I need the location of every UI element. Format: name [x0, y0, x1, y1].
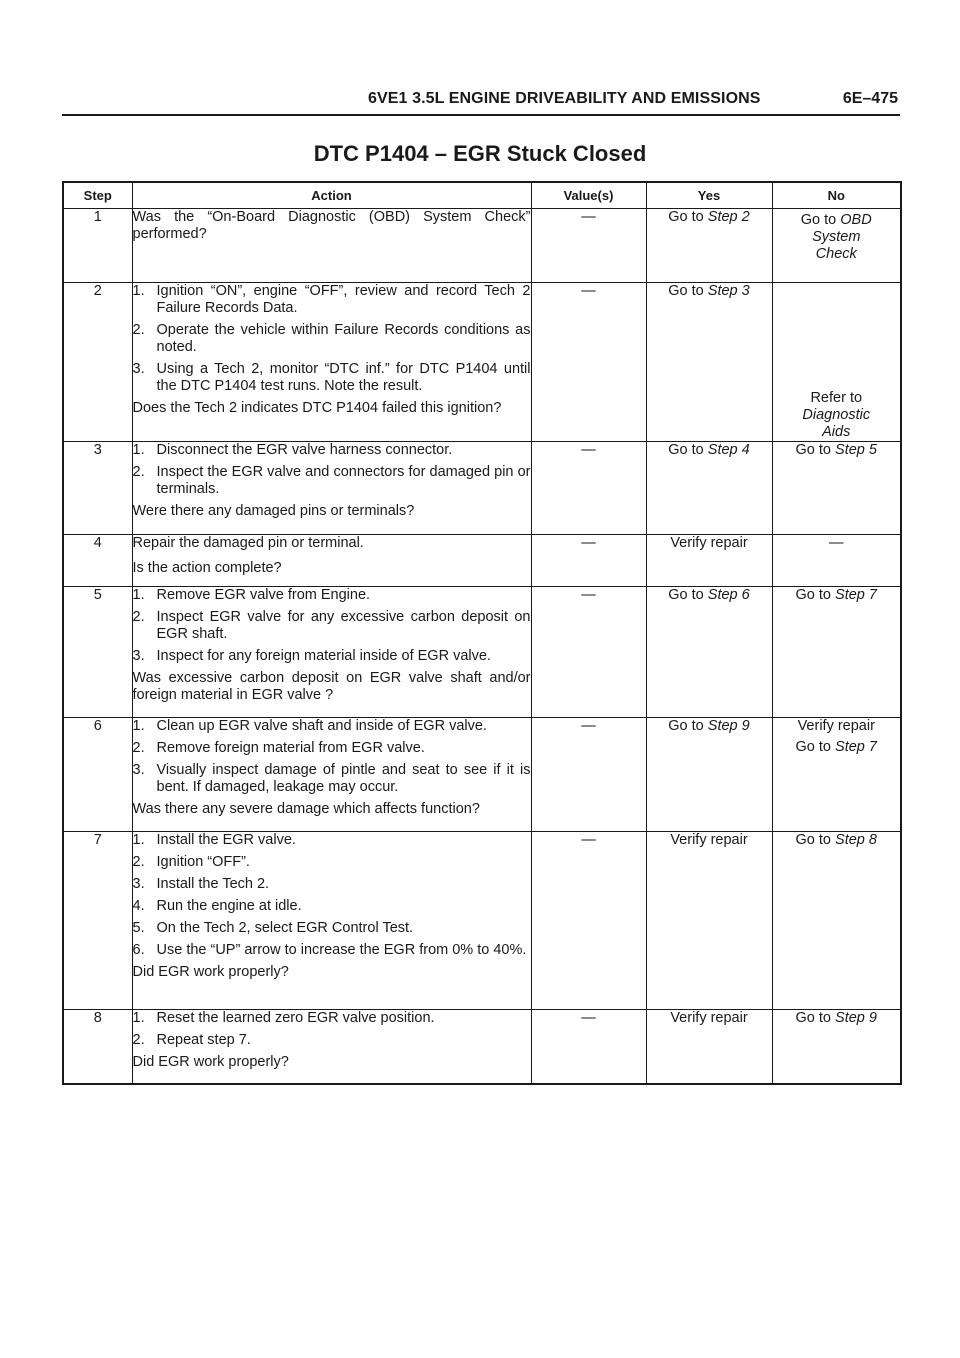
yes-cell: [646, 535, 772, 587]
outcome-text: —: [829, 535, 844, 551]
action-item: [133, 898, 531, 915]
step-number: 4: [63, 535, 132, 587]
yes-cell: [646, 442, 772, 535]
action-item-number: 3.: [132, 361, 145, 377]
step-number: 1: [63, 209, 132, 283]
step-reference: Step 5: [835, 442, 877, 458]
column-header-action: Action: [132, 182, 531, 209]
outcome-text: Refer to: [810, 390, 863, 406]
action-cell: [132, 718, 531, 832]
step-reference: OBD: [840, 212, 872, 228]
table-row: [63, 283, 901, 442]
action-item-number: 6.: [132, 942, 145, 958]
column-header-values: Value(s): [531, 182, 646, 209]
no-cell: [772, 587, 901, 718]
outcome-text: Go to: [795, 739, 836, 755]
yes-cell: [646, 832, 772, 1010]
action-item-number: 3.: [132, 648, 145, 664]
yes-cell: [646, 283, 772, 442]
outcome-text: Go to: [795, 587, 836, 603]
action-item-number: 2.: [132, 854, 145, 870]
step-reference: Check: [815, 246, 857, 262]
action-cell: [132, 832, 531, 1010]
action-item-text: Inspect EGR valve for any excessive carbon deposit on EGR shaft.: [156, 609, 531, 642]
action-item-number: 2.: [132, 740, 145, 756]
outcome-text: Verify repair: [670, 535, 748, 551]
action-item-number: 1.: [132, 442, 145, 458]
table-row: [63, 209, 901, 283]
no-cell: [772, 209, 901, 283]
action-question: Is the action complete?: [132, 560, 282, 576]
action-item-text: Inspect the EGR valve and connectors for damaged pin or terminals.: [156, 464, 531, 497]
outcome-text: Go to: [795, 1010, 836, 1026]
action-item-number: 4.: [132, 898, 145, 914]
action-item-number: 1.: [132, 283, 145, 299]
action-item-number: 3.: [132, 762, 145, 778]
no-cell: [772, 832, 901, 1010]
action-item-text: Using a Tech 2, monitor “DTC inf.” for DTC P1404 until the DTC P1404 test runs. Note the result.: [156, 361, 531, 394]
action-item-number: 3.: [132, 876, 145, 892]
yes-cell: [646, 209, 772, 283]
action-question: Does the Tech 2 indicates DTC P1404 failed this ignition?: [132, 400, 502, 416]
table-row: [63, 535, 901, 587]
diagnostic-table: [62, 181, 902, 1085]
yes-cell: [646, 1010, 772, 1084]
outcome-text: Go to: [668, 442, 708, 458]
action-item: [133, 648, 531, 665]
action-item: [133, 464, 531, 498]
no-cell: [772, 1010, 901, 1084]
step-reference: System: [812, 229, 861, 245]
action-cell: [132, 587, 531, 718]
action-item: [133, 920, 531, 937]
action-item-number: 1.: [132, 832, 145, 848]
no-cell: [772, 535, 901, 587]
step-reference: Step 2: [707, 209, 750, 225]
outcome-text: Go to: [668, 587, 708, 603]
step-reference: Step 9: [835, 1010, 877, 1026]
action-item-number: 2.: [132, 322, 145, 338]
yes-cell: [646, 587, 772, 718]
running-header: [62, 88, 900, 116]
action-item: [133, 832, 531, 849]
action-cell: [132, 283, 531, 442]
section-title: 6VE1 3.5L ENGINE DRIVEABILITY AND EMISSIONS: [368, 90, 761, 107]
step-reference: Step 9: [707, 718, 750, 734]
value-cell: —: [531, 535, 646, 587]
action-item-text: Reset the learned zero EGR valve position.: [156, 1010, 435, 1026]
step-reference: Step 4: [707, 442, 750, 458]
action-item: [133, 854, 531, 871]
action-question: Did EGR work properly?: [132, 1054, 289, 1070]
action-item-text: Disconnect the EGR valve harness connector.: [156, 442, 453, 458]
action-item-text: Install the Tech 2.: [156, 876, 270, 892]
action-item: [133, 322, 531, 356]
table-row: [63, 832, 901, 1010]
action-cell: [132, 209, 531, 283]
action-item-number: 1.: [132, 1010, 145, 1026]
step-number: 3: [63, 442, 132, 535]
step-reference: Step 7: [835, 587, 877, 603]
column-header-no: No: [772, 182, 901, 209]
step-number: 8: [63, 1010, 132, 1084]
outcome-text: Verify repair: [797, 718, 875, 734]
action-item-text: Install the EGR valve.: [156, 832, 296, 848]
step-reference: Diagnostic: [802, 407, 871, 423]
outcome-text: Go to: [795, 442, 836, 458]
action-item: [133, 876, 531, 893]
action-item: [133, 283, 531, 317]
action-question: Was excessive carbon deposit on EGR valve shaft and/or foreign material in EGR valve ?: [132, 670, 531, 703]
action-item-number: 1.: [132, 718, 145, 734]
action-cell: [132, 442, 531, 535]
yes-cell: [646, 718, 772, 832]
outcome-text: Verify repair: [670, 1010, 748, 1026]
outcome-text: Go to: [668, 209, 708, 225]
action-item-number: 5.: [132, 920, 145, 936]
outcome-text: Go to: [668, 718, 708, 734]
action-item-text: Visually inspect damage of pintle and seat to see if it is bent. If damaged, leakage may occur.: [156, 762, 531, 795]
action-item: [133, 762, 531, 796]
action-item-text: Run the engine at idle.: [156, 898, 302, 914]
action-question: Was there any severe damage which affects function?: [132, 801, 480, 817]
step-reference: Step 6: [707, 587, 750, 603]
action-question: Were there any damaged pins or terminals?: [132, 503, 415, 519]
step-reference: Step 7: [835, 739, 877, 755]
step-number: 6: [63, 718, 132, 832]
value-cell: —: [531, 442, 646, 535]
action-item-number: 2.: [132, 464, 145, 480]
value-cell: —: [531, 209, 646, 283]
action-item-text: Remove EGR valve from Engine.: [156, 587, 371, 603]
action-item-text: Remove foreign material from EGR valve.: [156, 740, 425, 756]
action-item-text: Ignition “OFF”.: [156, 854, 250, 870]
value-cell: —: [531, 718, 646, 832]
value-cell: —: [531, 1010, 646, 1084]
action-question: Did EGR work properly?: [132, 964, 289, 980]
step-number: 7: [63, 832, 132, 1010]
action-item: [133, 740, 531, 757]
action-question: Was the “On-Board Diagnostic (OBD) System Check” performed?: [132, 209, 531, 242]
action-item-text: Repeat step 7.: [156, 1032, 251, 1048]
action-item: [133, 1010, 531, 1027]
no-cell: [772, 283, 901, 442]
action-item: [133, 942, 531, 959]
step-reference: Aids: [822, 424, 851, 440]
outcome-text: Go to: [800, 212, 841, 228]
outcome-text: Go to: [668, 283, 708, 299]
outcome-text: Go to: [795, 832, 836, 848]
value-cell: —: [531, 832, 646, 1010]
value-cell: —: [531, 283, 646, 442]
table-header-row: [63, 182, 901, 209]
page-title: DTC P1404 – EGR Stuck Closed: [313, 141, 647, 166]
table-row: [63, 1010, 901, 1084]
action-item-text: Operate the vehicle within Failure Records conditions as noted.: [156, 322, 531, 355]
column-header-yes: Yes: [646, 182, 772, 209]
table-row: [63, 442, 901, 535]
table-row: [63, 718, 901, 832]
action-item-text: Use the “UP” arrow to increase the EGR from 0% to 40%.: [156, 942, 527, 958]
action-item: [133, 587, 531, 604]
action-item-text: On the Tech 2, select EGR Control Test.: [156, 920, 414, 936]
action-item-text: Clean up EGR valve shaft and inside of EGR valve.: [156, 718, 487, 734]
step-reference: Step 3: [707, 283, 750, 299]
outcome-text: Verify repair: [670, 832, 748, 848]
action-item: [133, 718, 531, 735]
page-number: 6E–475: [842, 90, 898, 107]
no-cell: [772, 718, 901, 832]
action-item-text: Inspect for any foreign material inside of EGR valve.: [156, 648, 491, 664]
table-row: [63, 587, 901, 718]
action-item-number: 2.: [132, 1032, 145, 1048]
action-item-number: 2.: [132, 609, 145, 625]
action-item: [133, 609, 531, 643]
step-number: 2: [63, 283, 132, 442]
action-item-text: Ignition “ON”, engine “OFF”, review and record Tech 2 Failure Records Data.: [156, 283, 531, 316]
action-cell: [132, 535, 531, 587]
action-item: [133, 1032, 531, 1049]
no-cell: [772, 442, 901, 535]
action-item: [133, 442, 531, 459]
value-cell: —: [531, 587, 646, 718]
action-item: [133, 361, 531, 395]
step-number: 5: [63, 587, 132, 718]
action-instruction: Repair the damaged pin or terminal.: [132, 535, 364, 551]
step-reference: Step 8: [835, 832, 877, 848]
action-item-number: 1.: [132, 587, 145, 603]
action-cell: [132, 1010, 531, 1084]
column-header-step: Step: [63, 182, 132, 209]
